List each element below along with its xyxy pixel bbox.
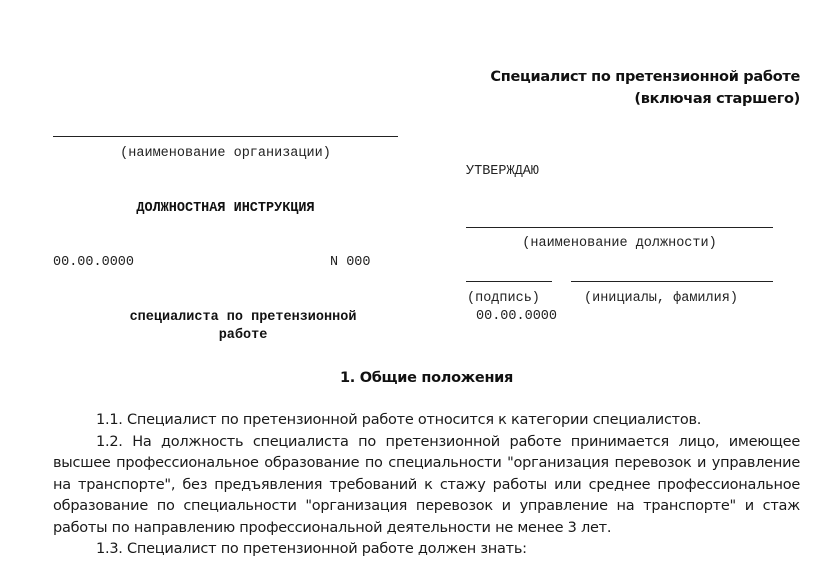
paragraph-1-3: 1.3. Специалист по претензионной работе должен знать:	[96, 541, 527, 557]
subject-line2: работе	[218, 328, 268, 343]
paragraph-1-2: 1.2. На должность специалиста по претензионной работе принимается лицо, имеющее высшее профессиональное образование по специальности "организация перевозок и управление на транспорте", без предъявления требований к стажу работы или среднее профессиональное образование по специальности "организация перевозок и управление на транспорте" и стаж работы по направлению профессиональной деятельности не менее 3 лет.	[53, 433, 800, 536]
subject-line1: специалиста по претензионной	[129, 310, 357, 325]
header-title-line2: (включая старшего)	[634, 91, 800, 107]
document-date: 00.00.0000	[53, 255, 135, 270]
position-caption: (наименование должности)	[522, 236, 717, 251]
approval-date: 00.00.0000	[476, 309, 558, 324]
section-heading: 1. Общие положения	[339, 370, 514, 386]
approve-label: УТВЕРЖДАЮ	[466, 164, 539, 179]
section-body	[53, 410, 800, 561]
signature-caption: (подпись)	[467, 291, 540, 306]
organization-caption: (наименование организации)	[120, 146, 331, 161]
full-name-line	[571, 281, 773, 282]
signature-line	[466, 281, 552, 282]
header-title-line1: Специалист по претензионной работе	[490, 69, 800, 85]
document-type-title: ДОЛЖНОСТНАЯ ИНСТРУКЦИЯ	[136, 201, 315, 216]
organization-name-line	[53, 136, 398, 137]
name-caption: (инициалы, фамилия)	[584, 291, 738, 306]
document-header	[490, 66, 800, 110]
document-number: N 000	[330, 255, 371, 270]
document-subject	[53, 309, 433, 345]
paragraph-1-1: 1.1. Специалист по претензионной работе относится к категории специалистов.	[96, 412, 702, 428]
position-name-line	[466, 227, 773, 228]
